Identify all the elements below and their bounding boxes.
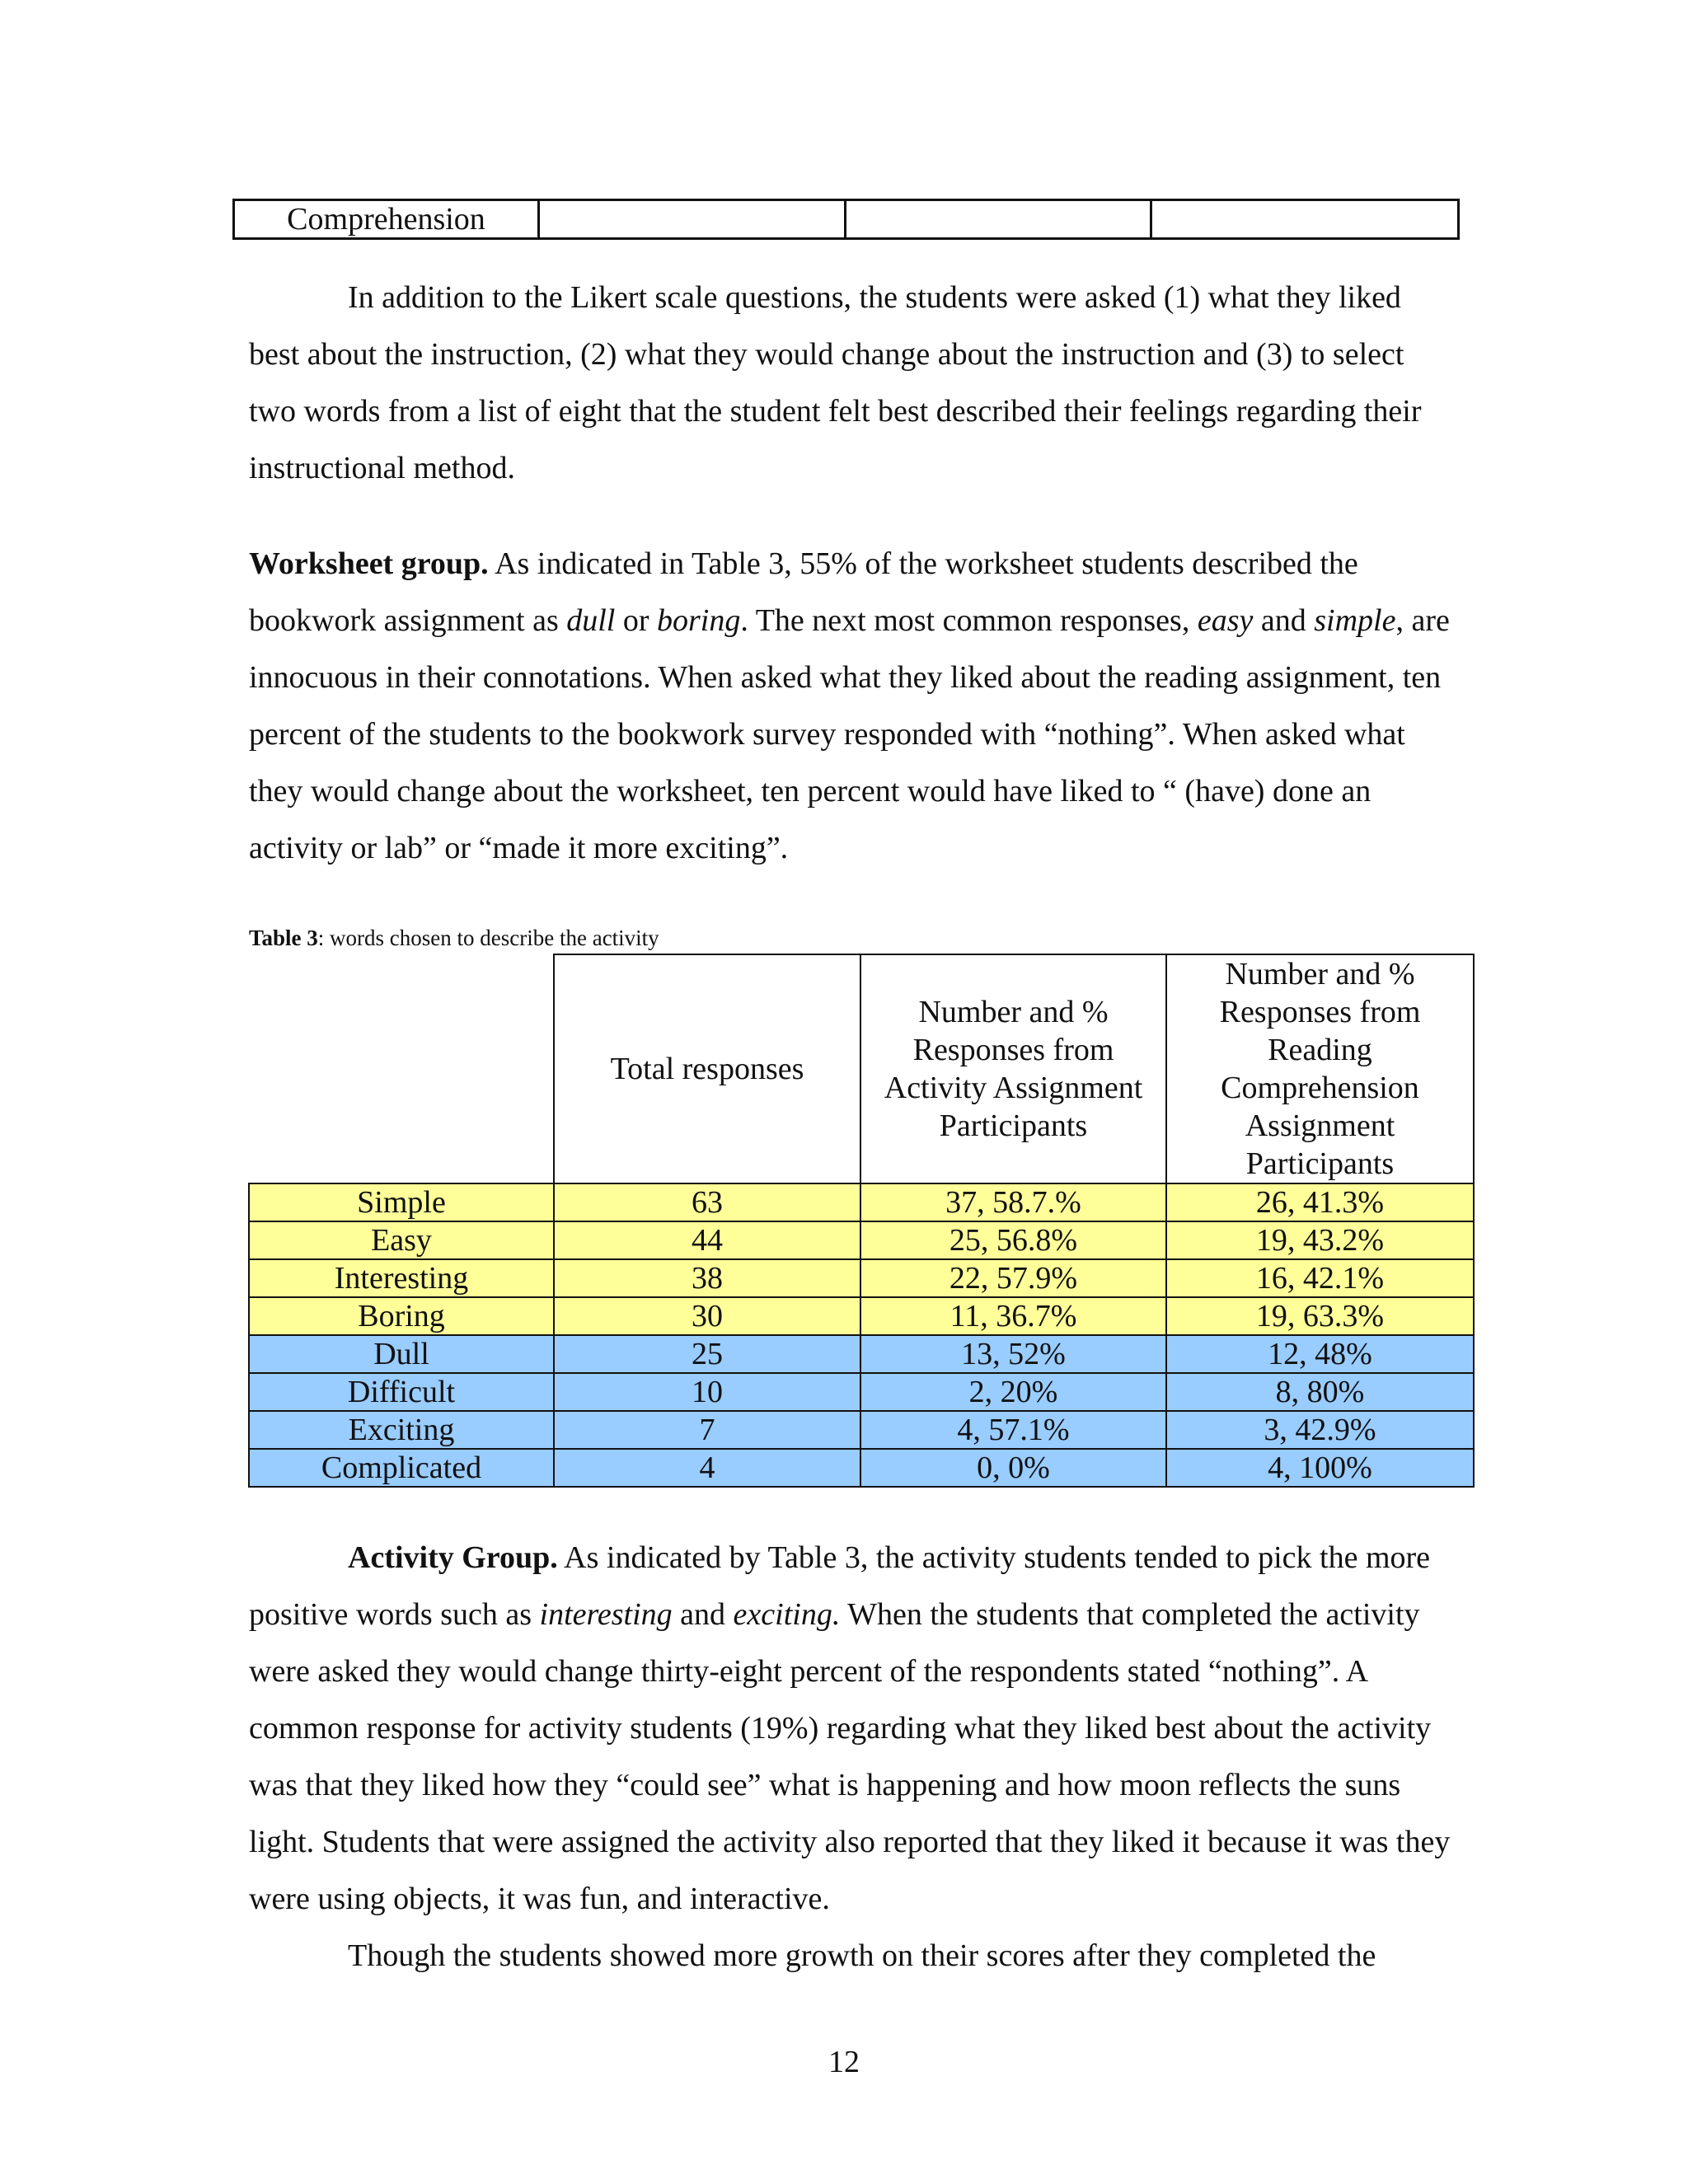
table-row <box>249 1335 1474 1373</box>
reading-cell: 19, 63.3% <box>1166 1297 1474 1335</box>
emphasis: simple <box>1314 603 1396 638</box>
column-header: Number and % Responses from Reading Comprehension Assignment Participants <box>1166 954 1474 1183</box>
total-cell: 30 <box>554 1297 860 1335</box>
table-cell <box>539 200 846 239</box>
table-caption <box>249 925 659 951</box>
text-run: . The next most common responses, <box>740 603 1198 638</box>
caption-text: : words chosen to describe the activity <box>317 926 659 950</box>
reading-cell: 4, 100% <box>1166 1449 1474 1487</box>
text-run: and <box>672 1597 734 1632</box>
reading-cell: 26, 41.3% <box>1166 1183 1474 1221</box>
continued-table <box>232 199 1460 240</box>
intro-paragraph: In addition to the Likert scale questions, the students were asked (1) what they liked best about the instruction, (2) what they would change about the instruction and (3) to select two words from a list of eight that the student felt best described their feelings regarding their instructional method. <box>249 280 1422 485</box>
word-cell: Complicated <box>249 1449 554 1487</box>
total-cell: 4 <box>554 1449 860 1487</box>
table-row <box>234 200 1459 239</box>
text-run: and <box>1253 603 1315 638</box>
worksheet-paragraph <box>249 536 1452 877</box>
total-cell: 7 <box>554 1411 860 1449</box>
activity-cell: 0, 0% <box>860 1449 1166 1487</box>
total-cell: 63 <box>554 1183 860 1221</box>
emphasis: dull <box>566 603 616 638</box>
reading-cell: 12, 48% <box>1166 1335 1474 1373</box>
table-row <box>249 1183 1474 1221</box>
emphasis: easy <box>1197 603 1254 638</box>
text-run: , are innocuous in their connotations. When asked what they liked about the reading assignment, ten percent of the students to the bookwork survey responded with “nothing”. When asked what they would change about the worksheet, ten percent would have liked to “ (have) done an activity or lab” or “made it more exciting”. <box>249 603 1450 865</box>
text-run: As indicated in Table 3, 55% of the worksheet students described the bookwork assignment as <box>249 546 1358 638</box>
activity-cell: 11, 36.7% <box>860 1297 1166 1335</box>
emphasis: boring <box>657 603 741 638</box>
activity-cell: 13, 52% <box>860 1335 1166 1373</box>
table-row <box>249 1373 1474 1411</box>
text-run: When the students that completed the activity were asked they would change thirty-eight percent of the respondents stated “nothing”. A common response for activity students (19%) regarding what they liked best about the activity was that they liked how they “could see” what is happening and how moon reflects the suns light. Students that were assigned the activity also reported that they liked it because it was they were using objects, it was fun, and interactive. <box>249 1597 1451 1916</box>
page-number: 12 <box>828 2045 860 2079</box>
activity-cell: 37, 58.7.% <box>860 1183 1166 1221</box>
word-cell: Interesting <box>249 1259 554 1297</box>
worksheet-heading: Worksheet group. <box>249 546 489 581</box>
activity-cell: 4, 57.1% <box>860 1411 1166 1449</box>
total-cell: 38 <box>554 1259 860 1297</box>
text-run: or <box>615 603 658 638</box>
word-cell: Difficult <box>249 1373 554 1411</box>
reading-cell: 16, 42.1% <box>1166 1259 1474 1297</box>
word-cell: Simple <box>249 1183 554 1221</box>
activity-heading: Activity Group. <box>348 1540 558 1575</box>
emphasis: exciting. <box>733 1597 841 1632</box>
table-cell <box>1151 200 1459 239</box>
closing-paragraph: Though the students showed more growth on their scores after they completed the <box>348 1938 1376 1973</box>
column-header: Number and % Responses from Activity Assignment Participants <box>860 954 1166 1183</box>
word-cell: Exciting <box>249 1411 554 1449</box>
word-cell: Easy <box>249 1221 554 1259</box>
emphasis: interesting <box>539 1597 673 1632</box>
table-row <box>249 1297 1474 1335</box>
reading-cell: 19, 43.2% <box>1166 1221 1474 1259</box>
table-row <box>249 1221 1474 1259</box>
reading-cell: 8, 80% <box>1166 1373 1474 1411</box>
activity-cell: 25, 56.8% <box>860 1221 1166 1259</box>
column-header: Total responses <box>554 954 860 1183</box>
total-cell: 10 <box>554 1373 860 1411</box>
table-row <box>249 1259 1474 1297</box>
caption-label: Table 3 <box>249 926 318 950</box>
activity-cell: 2, 20% <box>860 1373 1166 1411</box>
total-cell: 44 <box>554 1221 860 1259</box>
table-cell: Comprehension <box>234 200 539 239</box>
table-row <box>249 1411 1474 1449</box>
table-row <box>249 1449 1474 1487</box>
text-run: As indicated by Table 3, the activity students tended to pick the more positive words such as <box>249 1540 1431 1632</box>
table-3 <box>248 954 1475 1488</box>
activity-cell: 22, 57.9% <box>860 1259 1166 1297</box>
word-cell: Dull <box>249 1335 554 1373</box>
total-cell: 25 <box>554 1335 860 1373</box>
table-cell <box>846 200 1151 239</box>
table-header-row <box>249 954 1474 1183</box>
activity-paragraph <box>249 1530 1452 1928</box>
word-cell: Boring <box>249 1297 554 1335</box>
reading-cell: 3, 42.9% <box>1166 1411 1474 1449</box>
column-header <box>249 954 554 1183</box>
